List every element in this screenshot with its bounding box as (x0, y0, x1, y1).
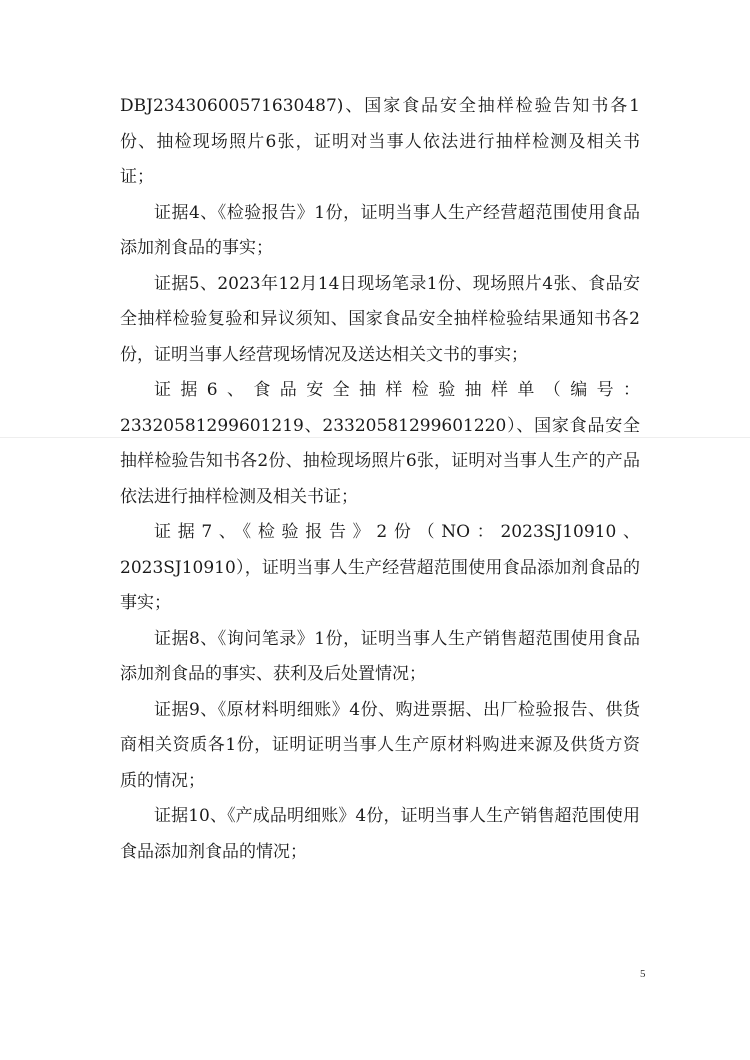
paragraph-evidence-10: 证据10、《产成品明细账》4份，证明当事人生产销售超范围使用食品添加剂食品的情况； (120, 806, 640, 862)
paragraph-evidence-9: 证据9、《原材料明细账》4份、购进票据、出厂检验报告、供货商相关资质各1份，证明证明当事人生产原材料购进来源及供货方资质的情况； (120, 699, 640, 791)
paragraph-evidence-5: 证据5、2023年12月14日现场笔录1份、现场照片4张、食品安全抽样检验复验和异议须知、国家食品安全抽样检验结果通知书各2份，证明当事人经营现场情况及送达相关文书的事实； (120, 273, 640, 365)
paragraph-evidence-8: 证据8、《询问笔录》1份，证明当事人生产销售超范围使用食品添加剂食品的事实、获利及后处置情况； (120, 628, 640, 684)
paragraph-evidence-4: 证据4、《检验报告》1份，证明当事人生产经营超范围使用食品添加剂食品的事实； (120, 202, 640, 258)
page-number: 5 (640, 968, 646, 980)
document-body (120, 89, 640, 870)
paragraph-evidence-6: 证据6、食品安全抽样检验抽样单（编号：23320581299601219、23320581299601220）、国家食品安全抽样检验告知书各2份、抽检现场照片6张，证明对当事人生产的产品依法进行抽样检测及相关书证； (120, 380, 640, 507)
paragraph-evidence-3-continued: DBJ23430600571630487)、国家食品安全抽样检验告知书各1份、抽检现场照片6张，证明对当事人依法进行抽样检测及相关书证； (120, 96, 640, 187)
paragraph-evidence-7: 证据7、《检验报告》2份（NO：2023SJ10910、2023SJ10910），证明当事人生产经营超范围使用食品添加剂食品的事实； (120, 522, 640, 613)
